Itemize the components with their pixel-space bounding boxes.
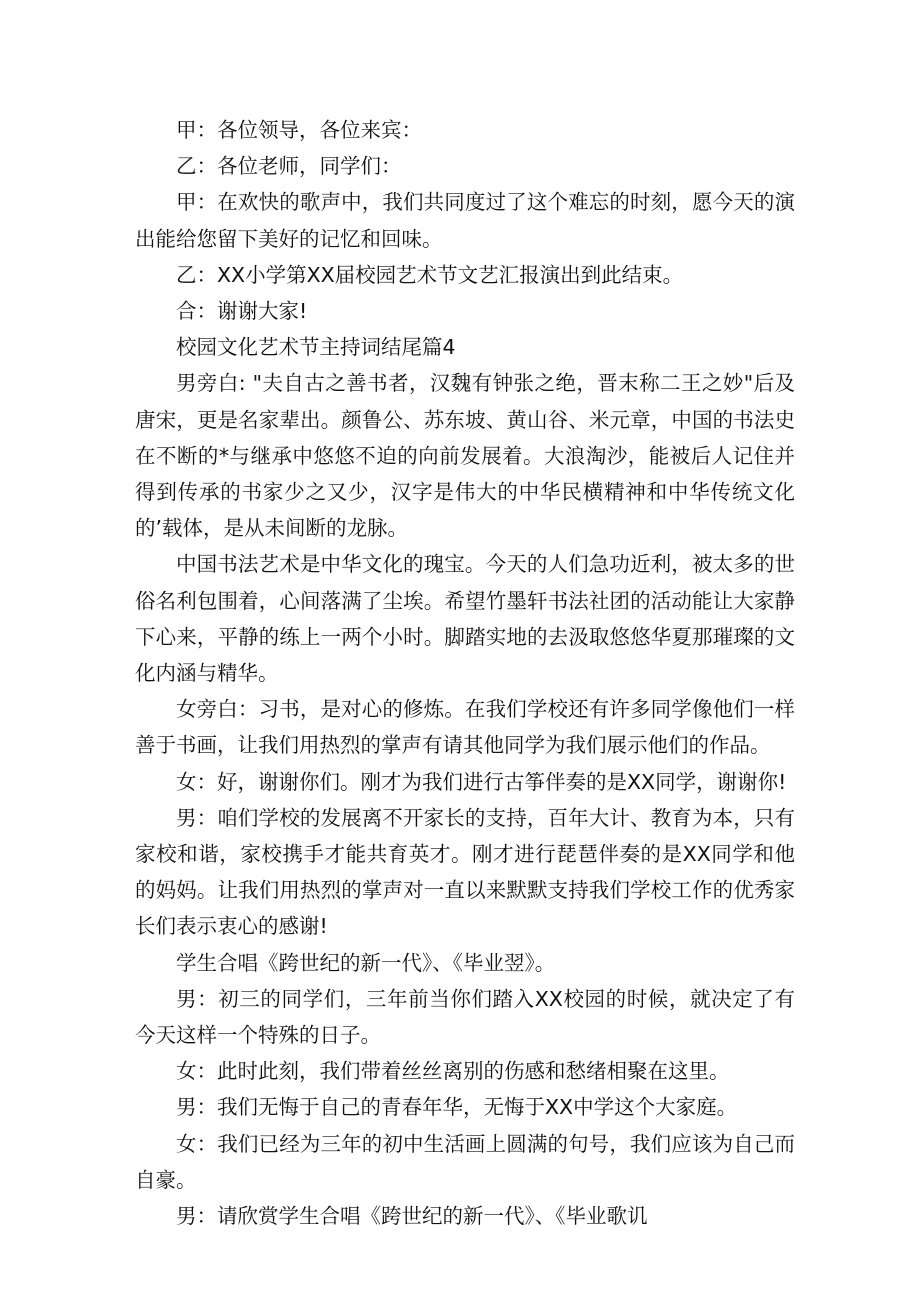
paragraph: 中国书法艺术是中华文化的瑰宝。今天的人们急功近利，被太多的世俗名利包围着，心间落满了尘埃。希望竹墨轩书法社团的活动能让大家静下心来，平静的练上一两个小时。脚踏实地的去汲取悠悠华夏那璀璨的文化内涵与精华。 <box>135 552 795 686</box>
paragraph: 男旁白: "夫自古之善书者，汉魏有钟张之绝，晋末称二王之妙"后及唐宋，更是名家辈出。颜鲁公、苏东坡、黄山谷、米元章，中国的书法史在不断的*与继承中悠悠不迫的向前发展着。大浪淘沙，能被后人记住并得到传承的书家少之又少，汉字是伟大的中华民横精神和中华传统文化的’载体，是从未间断的龙脉。 <box>135 371 795 541</box>
paragraph: 乙：XX小学第XX届校园艺术节文艺汇报演出到此结束。 <box>176 262 684 287</box>
paragraph: 甲：各位领导，各位来宾： <box>176 118 422 142</box>
paragraph: 女：好，谢谢你们。刚才为我们进行古筝伴奏的是XX同学，谢谢你! <box>176 769 787 794</box>
paragraph: 女旁白：习书，是对心的修炼。在我们学校还有许多同学像他们一样善于书画，让我们用热烈的掌声有请其他同学为我们展示他们的作品。 <box>135 697 795 758</box>
paragraph: 学生合唱《跨世纪的新一代》、《毕业翌》。 <box>176 950 556 975</box>
paragraph: 男：我们无悔于自己的青春年华，无悔于XX中学这个大家庭。 <box>176 1095 738 1120</box>
paragraph: 女：我们已经为三年的初中生活画上圆满的句号，我们应该为自己而自豪。 <box>135 1131 795 1192</box>
paragraph: 乙：各位老师，同学们： <box>176 154 402 179</box>
paragraph: 合：谢谢大家! <box>176 299 308 324</box>
paragraph: 男：初三的同学们，三年前当你们踏入XX校园的时候，就决定了有今天这样一个特殊的日子。 <box>135 986 795 1048</box>
paragraph: 男：咱们学校的发展离不开家长的支持，百年大计、教育为本，只有家校和谐，家校携手才能共育英才。刚才进行琵琶伴奏的是XX同学和他的妈妈。让我们用热烈的掌声对一直以来默默支持我们学校工作的优秀家长们表示衷心的感谢! <box>135 805 795 939</box>
paragraph: 男：请欣赏学生合唱《跨世纪的新一代》、《毕业歌讥 <box>176 1204 648 1229</box>
paragraph: 甲：在欢快的歌声中，我们共同度过了这个难忘的时刻，愿今天的演出能给您留下美好的记忆和回味。 <box>135 190 795 251</box>
section-heading: 校园文化艺术节主持词结尾篇4 <box>176 335 456 360</box>
document-body <box>135 112 795 1234</box>
paragraph: 女：此时此刻，我们带着丝丝离别的伤感和愁绪相聚在这里。 <box>176 1059 730 1084</box>
